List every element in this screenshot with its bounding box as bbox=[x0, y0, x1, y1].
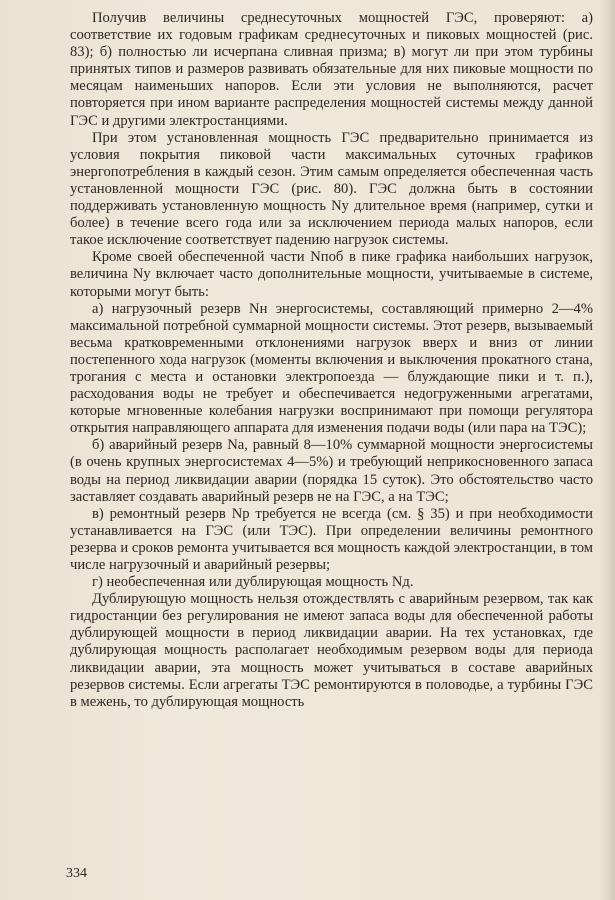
list-item-repair-reserve: в) ремонтный резерв Nр требуется не всегда (см. § 35) и при необходимости устанавливается на ГЭС (или ТЭС). При определении величины ремонтного резерва и сроков ремонта учитывается вся мощность каждой электростанции, в том числе нагрузочный и аварийный резервы; bbox=[70, 505, 593, 573]
paragraph-1: Получив величины среднесуточных мощностей ГЭС, проверяют: а) соответствие их годовым графикам среднесуточных и пиковых мощностей (рис. 83); б) полностью ли исчерпана сливная призма; в) могут ли при этом турбины принятых типов и размеров развивать обязательные для них пиковые мощности по месяцам наименьших напоров. Если эти условия не выполняются, расчет повторяется при ином варианте распределения мощностей системы между данной ГЭС и другими электростанциями. bbox=[70, 10, 593, 129]
body-text bbox=[70, 10, 593, 711]
paragraph-4: Дублирующую мощность нельзя отождествлять с аварийным резервом, так как гидростанции без регулирования не имеют запаса воды для обеспеченной работы дублирующей мощности в период ликвидации аварии. На тех установках, где дублирующая мощность располагает необходимым резервом воды для периода ликвидации аварии, эта мощность может учитываться в составе аварийных резервов системы. Если агрегаты ТЭС ремонтируются в половодье, а турбины ГЭС в межень, то дублирующая мощность bbox=[70, 591, 593, 710]
page-edge-shadow bbox=[601, 0, 615, 900]
paragraph-3: Кроме своей обеспеченной части Nпоб в пике графика наибольших нагрузок, величина Nу включает часто дополнительные мощности, учитываемые в системе, которыми могут быть: bbox=[70, 249, 593, 300]
list-item-load-reserve: а) нагрузочный резерв Nн энергосистемы, составляющий примерно 2—4% максимальной потребной суммарной мощности системы. Этот резерв, вызываемый весьма кратковременными отклонениями нагрузок вверх и вниз от линии постепенного хода нагрузок (моменты включения и выключения прокатного стана, трогания с места и остановки электропоезда — блуждающие пики и т. п.), расходования воды не требует и обеспечивается недогруженными агрегатами, которые мгновенные колебания нагрузки воспринимают при помощи регулятора открытия направляющего аппарата для изменения подачи воды (или пара на ТЭС); bbox=[70, 300, 593, 437]
paragraph-2: При этом установленная мощность ГЭС предварительно принимается из условия покрытия пиковой части максимальных суточных графиков энергопотребления в каждый сезон. Этим самым определяется обеспеченная часть установленной мощности ГЭС (рис. 80). ГЭС должна быть в состоянии поддерживать установленную мощность Nу длительное время (например, сутки и более) в течение всего года или за исключением периода малых напоров, если такое исключение соответствует падению нагрузок системы. bbox=[70, 129, 593, 249]
list-item-duplicate-power: г) необеспеченная или дублирующая мощность Nд. bbox=[92, 574, 414, 591]
page-number: 334 bbox=[66, 866, 87, 881]
list-item-emergency-reserve: б) аварийный резерв Nа, равный 8—10% суммарной мощности энергосистемы (в очень крупных энергосистемах 4—5%) и требующий неприкосновенного запаса воды на период ликвидации аварии (порядка 15 суток). Это обстоятельство часто заставляет создавать аварийный резерв не на ГЭС, а на ТЭС; bbox=[70, 437, 593, 505]
